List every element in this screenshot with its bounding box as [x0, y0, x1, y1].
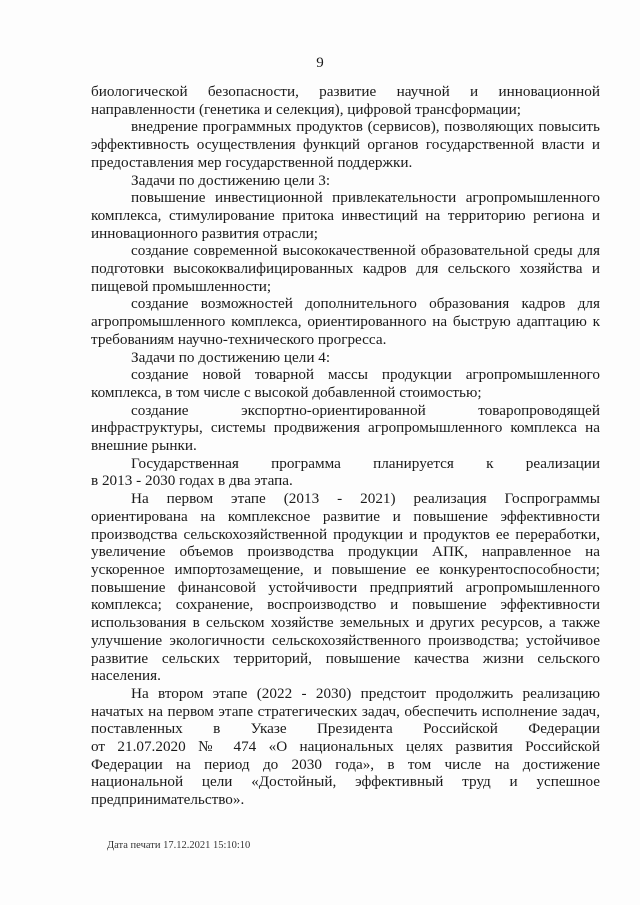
- text-line: направленности (генетика и селекция), цифровой трансформации;: [91, 100, 522, 118]
- text-line: На втором этапе (2022 - 2030) предстоит продолжить реализацию: [131, 684, 600, 702]
- text-line: биологической безопасности, развитие научной и инновационной: [91, 83, 600, 100]
- text-line: создание экспортно-ориентированной товаропроводящей: [131, 401, 600, 419]
- paragraph: [91, 685, 600, 809]
- text-line: использования в сельском хозяйстве земельных и других ресурсов, а также: [91, 614, 600, 632]
- text-line: внешние рынки.: [91, 437, 197, 455]
- text-line: от 21.07.2020 № 474 «О национальных целях развития Российской: [91, 738, 600, 756]
- paragraph: [91, 455, 600, 490]
- text-line: комплекса, стимулирование притока инвестиций на территорию региона и: [91, 206, 600, 224]
- text-line: Задачи по достижению цели 4:: [131, 348, 331, 366]
- text-line: улучшение экологичности сельскохозяйственного производства; устойчивое: [91, 631, 600, 649]
- text-line: инфраструктуры, системы продвижения агропромышленного комплекса на: [91, 419, 600, 437]
- text-line: повышение инвестиционной привлекательности агропромышленного: [131, 189, 600, 207]
- paragraph: [91, 189, 600, 242]
- paragraph: [91, 366, 600, 401]
- text-line: создание новой товарной массы продукции агропромышленного: [131, 366, 600, 384]
- text-line: пищевой промышленности;: [91, 277, 272, 295]
- paragraph: [91, 83, 600, 118]
- text-line: создание возможностей дополнительного образования кадров для: [131, 295, 600, 313]
- text-line: Федерации на период до 2030 года», в том числе на достижение: [91, 755, 600, 773]
- text-line: подготовки высококвалифицированных кадров для сельского хозяйства и: [91, 260, 600, 278]
- text-line: создание современной высококачественной образовательной среды для: [131, 242, 600, 260]
- text-line: На первом этапе (2013 - 2021) реализация Госпрограммы: [131, 490, 600, 508]
- text-line: начатых на первом этапе стратегических задач, обеспечить исполнение задач,: [91, 702, 600, 720]
- text-line: развитие сельских территорий, повышение качества жизни сельского: [91, 649, 600, 667]
- text-line: комплекса, в том числе с высокой добавленной стоимостью;: [91, 383, 482, 401]
- text-line: в 2013 - 2030 годах в два этапа.: [91, 472, 293, 490]
- text-line: комплекса; сохранение, воспроизводство и повышение эффективности: [91, 596, 600, 614]
- text-line: ускоренное импортозамещение, и повышение ее конкурентоспособности;: [91, 560, 600, 578]
- text-line: населения.: [91, 667, 161, 685]
- paragraph: [91, 402, 600, 455]
- text-line: национальной цели «Достойный, эффективный труд и успешное: [91, 773, 600, 791]
- text-line: предпринимательство».: [91, 791, 245, 809]
- paragraph: [91, 242, 600, 295]
- print-date: Дата печати 17.12.2021 15:10:10: [107, 840, 251, 851]
- paragraph: [91, 349, 600, 367]
- text-line: Задачи по достижению цели 3:: [131, 171, 331, 189]
- text-line: увеличение объемов производства продукции АПК, направленное на: [91, 543, 600, 561]
- page-number: 9: [316, 55, 324, 71]
- text-line: требованиям научно-технического прогресса.: [91, 330, 387, 348]
- text-line: агропромышленного комплекса, ориентированного на быструю адаптацию к: [91, 313, 600, 331]
- text-line: эффективность осуществления функций органов государственной власти и: [91, 136, 600, 154]
- document-body: [91, 83, 600, 809]
- text-line: производства сельскохозяйственной продукции и продуктов ее переработки,: [91, 525, 600, 543]
- paragraph: [91, 490, 600, 685]
- paragraph: [91, 172, 600, 190]
- text-line: предоставления мер государственной поддержки.: [91, 153, 413, 171]
- paragraph: [91, 118, 600, 171]
- text-line: повышение финансовой устойчивости предприятий агропромышленного: [91, 578, 600, 596]
- text-line: внедрение программных продуктов (сервисов), позволяющих повысить: [131, 118, 600, 136]
- text-line: ориентирована на комплексное развитие и повышение эффективности: [91, 507, 600, 525]
- text-line: Государственная программа планируется к реализации: [131, 454, 600, 472]
- text-line: инновационного развития отрасли;: [91, 224, 319, 242]
- paragraph: [91, 295, 600, 348]
- text-line: поставленных в Указе Президента Российской Федерации: [91, 720, 600, 738]
